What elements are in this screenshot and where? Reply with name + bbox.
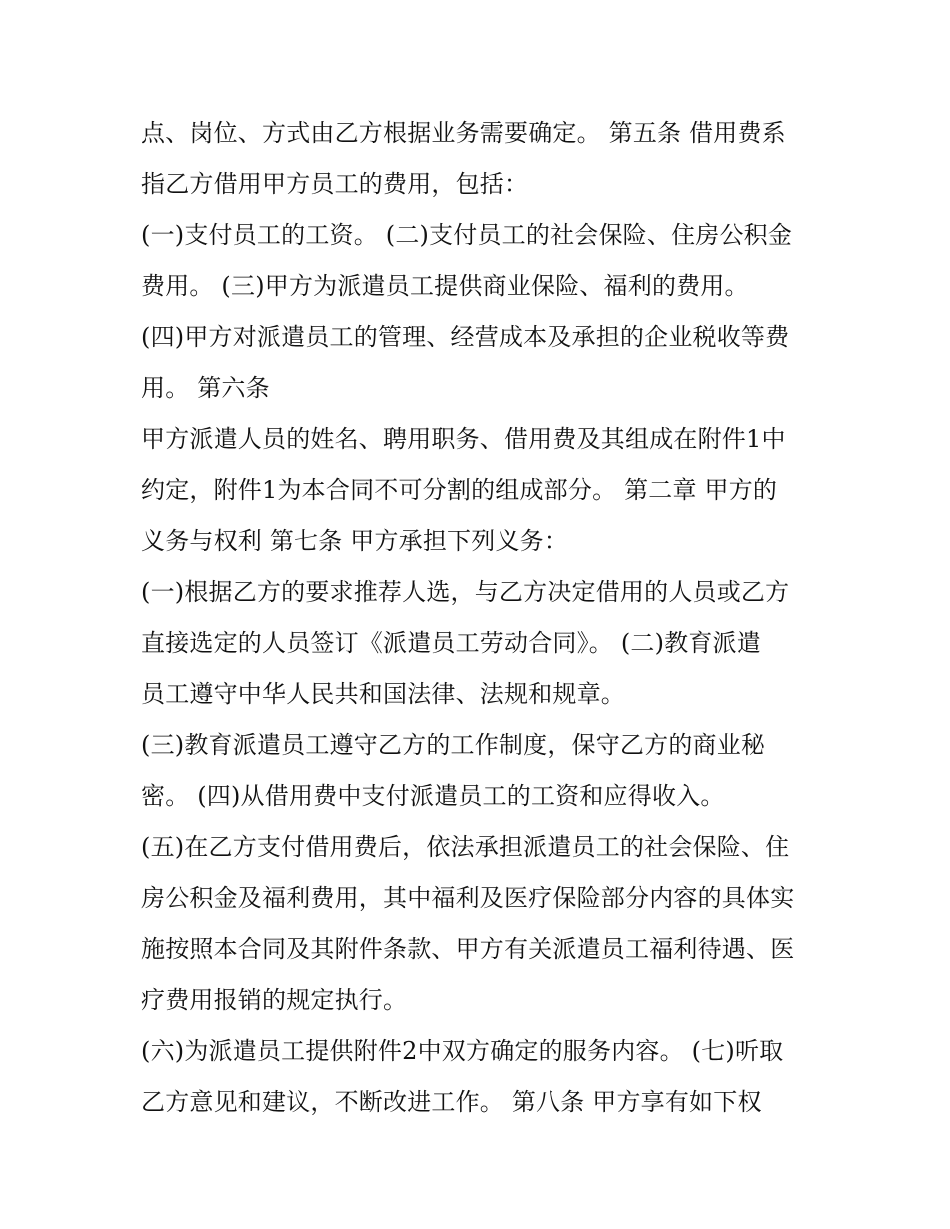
text-line: (五)在乙方支付借用费后，依法承担派遣员工的社会保险、住: [141, 833, 790, 861]
text-line: (一)支付员工的工资。 (二)支付员工的社会保险、住房公积金: [141, 221, 793, 249]
text-line: (六)为派遣员工提供附件2中双方确定的服务内容。 (七)听取: [141, 1037, 784, 1065]
text-line: (一)根据乙方的要求推荐人选，与乙方决定借用的人员或乙方: [141, 578, 790, 606]
text-line: 义务与权利 第七条 甲方承担下列义务：: [141, 527, 569, 555]
text-line: (四)甲方对派遣员工的管理、经营成本及承担的企业税收等费: [141, 323, 790, 351]
text-line: 指乙方借用甲方员工的费用，包括：: [141, 170, 529, 198]
text-line: (三)教育派遣员工遵守乙方的工作制度，保守乙方的商业秘: [141, 731, 766, 759]
text-line: 施按照本合同及其附件条款、甲方有关派遣员工福利待遇、医: [141, 935, 795, 963]
text-line: 直接选定的人员签订《派遣员工劳动合同》。 (二)教育派遣: [141, 629, 761, 657]
text-line: 疗费用报销的规定执行。: [141, 986, 408, 1014]
contract-text-body: [141, 108, 831, 1128]
text-line: 房公积金及福利费用，其中福利及医疗保险部分内容的具体实: [141, 884, 795, 912]
text-line: 点、岗位、方式由乙方根据业务需要确定。 第五条 借用费系: [141, 119, 786, 147]
text-line: 约定，附件1为本合同不可分割的组成部分。 第二章 甲方的: [141, 476, 778, 504]
text-line: 费用。 (三)甲方为派遣员工提供商业保险、福利的费用。: [141, 272, 749, 300]
text-line: 甲方派遣人员的姓名、聘用职务、借用费及其组成在附件1中: [141, 425, 786, 453]
text-line: 乙方意见和建议，不断改进工作。 第八条 甲方享有如下权: [141, 1088, 762, 1116]
text-line: 用。 第六条: [141, 374, 270, 402]
text-line: 员工遵守中华人民共和国法律、法规和规章。: [141, 680, 625, 708]
text-line: 密。 (四)从借用费中支付派遣员工的工资和应得收入。: [141, 782, 725, 810]
